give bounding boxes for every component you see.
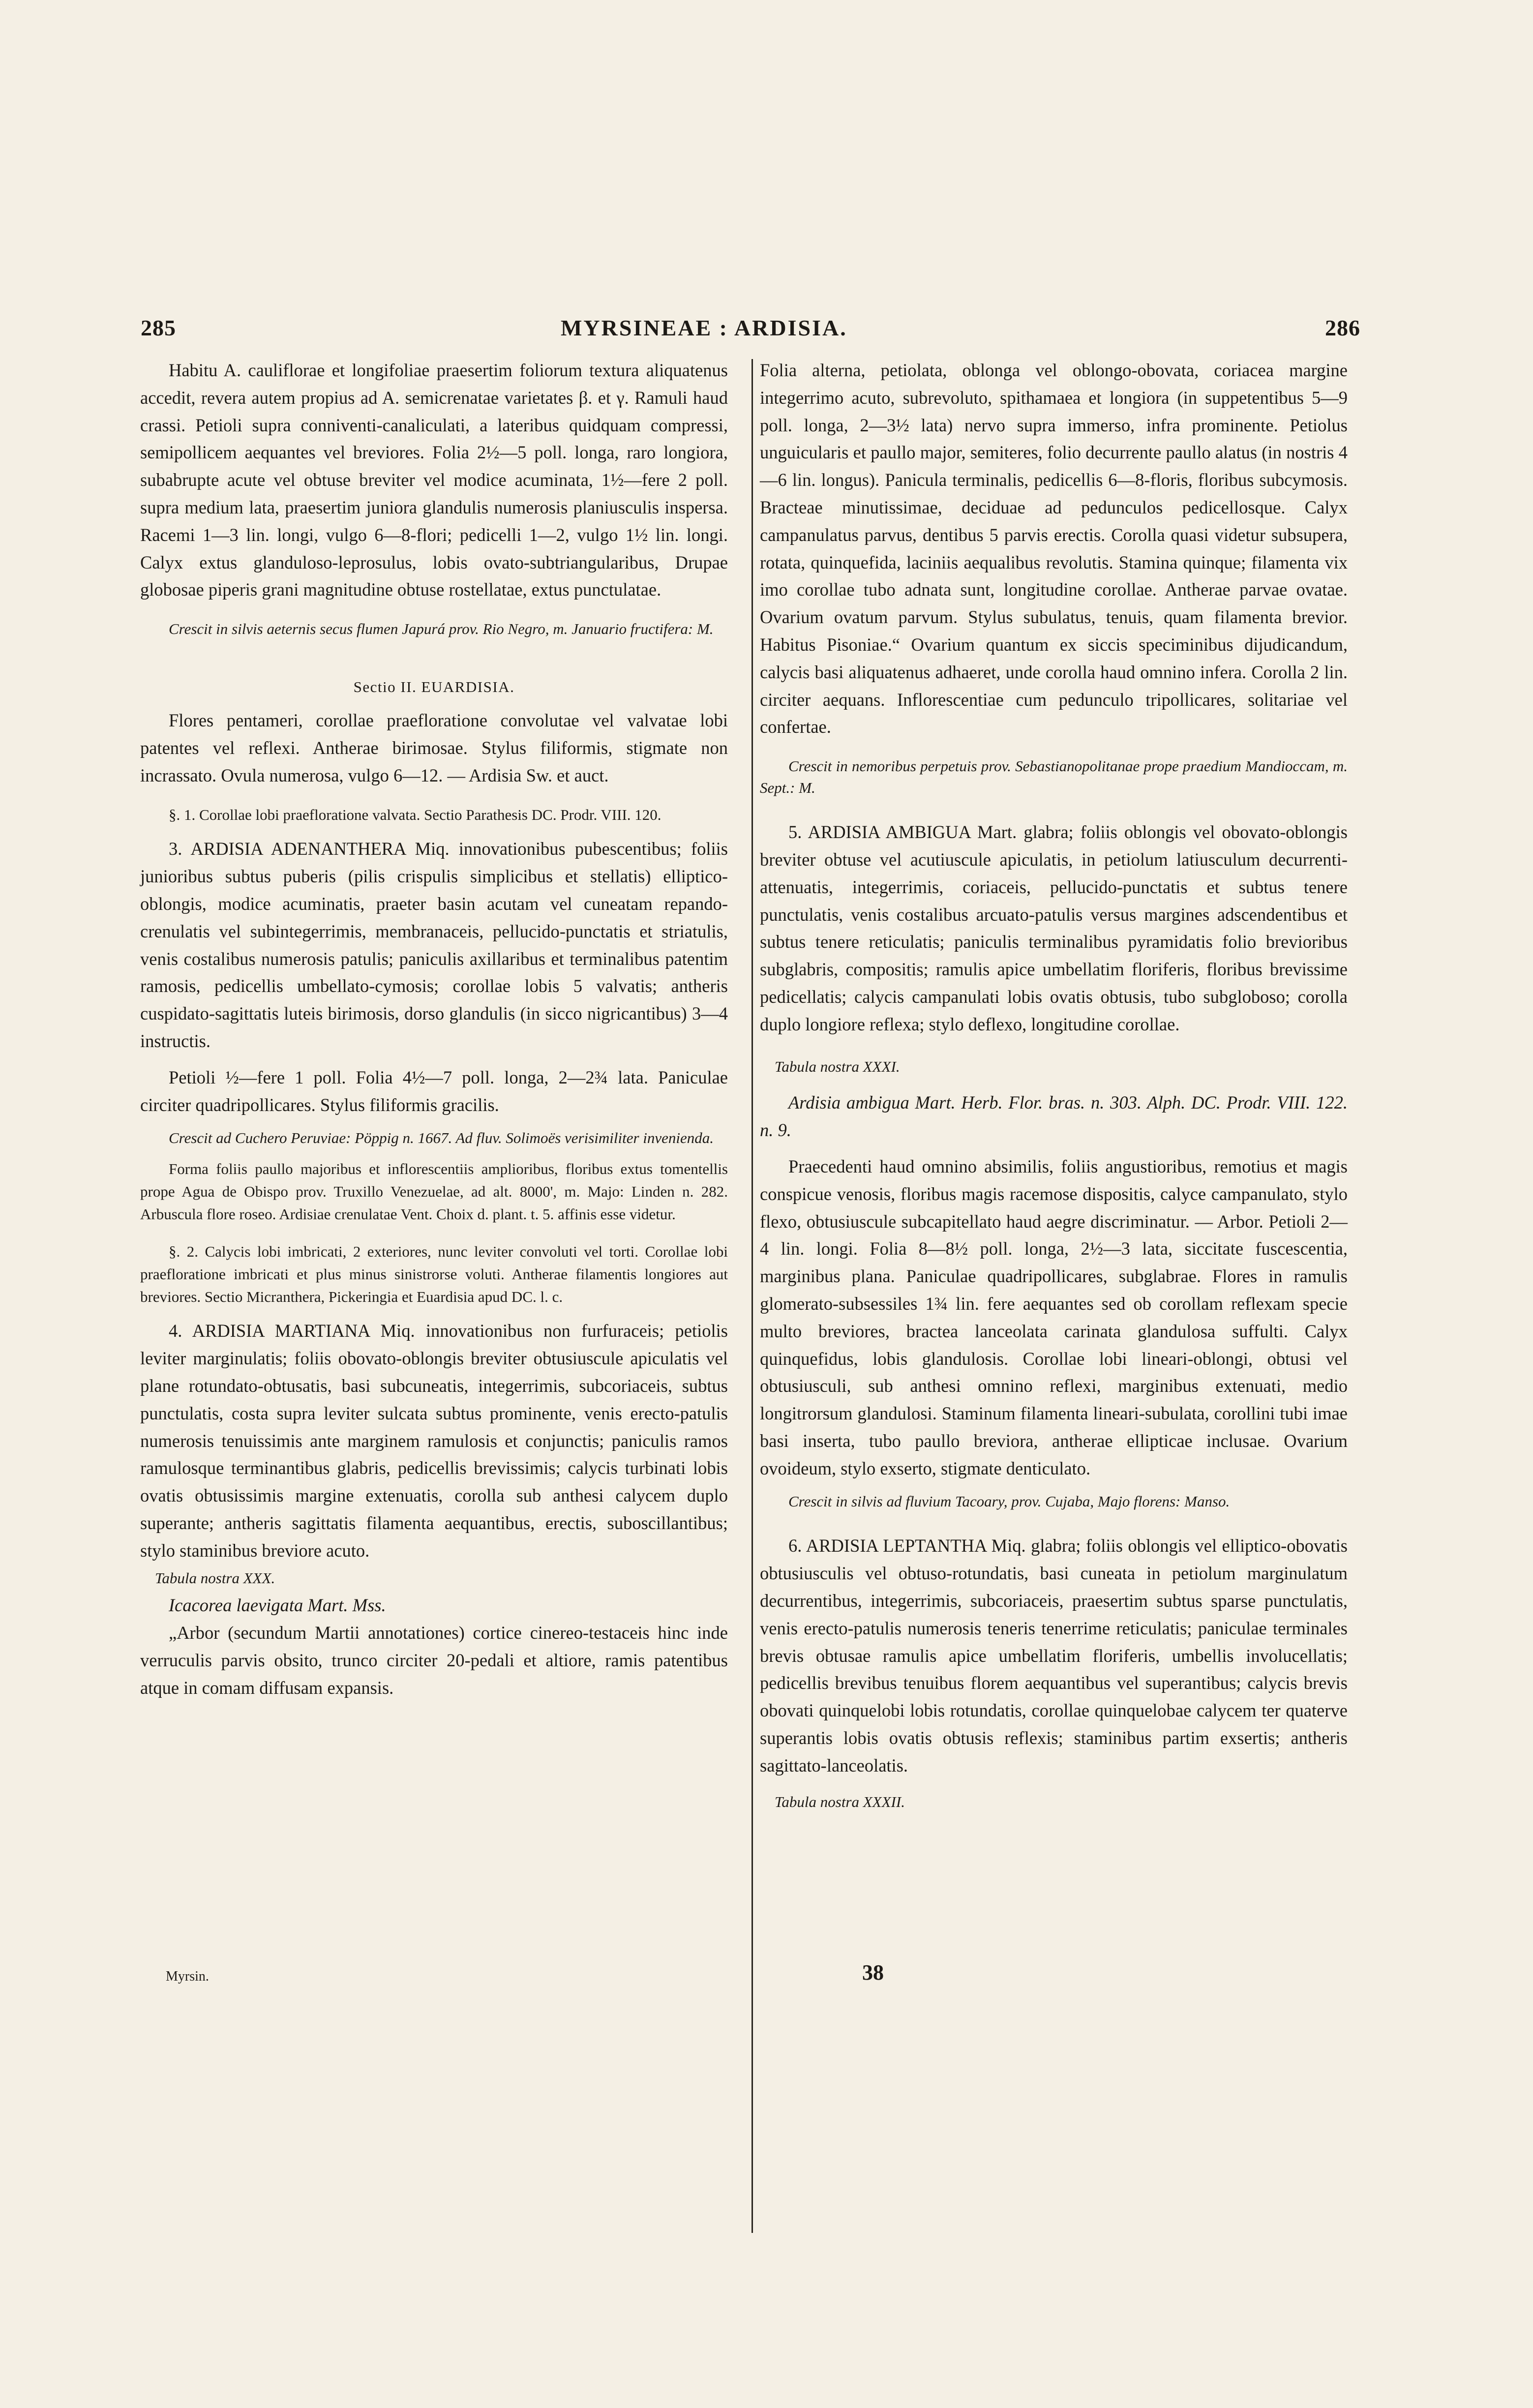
subsection-note: §. 2. Calycis lobi imbricati, 2 exteriores, nunc leviter convoluti vel torti. Corollae lobi praefloratione imbricati et plus minus sinistrorse voluti. Antherae filamentis longiores aut breviores. Sectio Micranthera, Pickeringia et Euardisia apud DC. l. c. <box>140 1243 728 1306</box>
species-5-description: Praecedenti haud omnino absimilis, foliis angustioribus, remotius et magis conspicue venosis, floribus magis racemose dispositis, calyce campanulato, stylo flexo, obtusiuscule subcapitellato haud aegre discriminatur. — Arbor. Petioli 2—4 lin. longi. Folia 8—8½ poll. longa, 2½—3 lata, siccitate fuscescentia, marginibus plana. Paniculae quadripollicares, subglabrae. Flores in ramulis glomerato-subsessiles 1¾ lin. fere aequantes sed ob corollam reflexam specie multo breviores, bractea lanceolata carinata glandulosa suffulti. Calyx quinquefidus, lobis glandulosis. Corollae lobi lineari-oblongi, obtusi vel obtusiusculi, sub anthesi omnino reflexi, marginibus extenuati, medio longitrorsum glandulosi. Staminum filamenta lineari-subulata, corollini tubi imae basi inserta, tubo paullo breviora, antherae ellipticae inclusae. Ovarium ovoideum, stylo exserto, stigmate denticulato. <box>760 1156 1348 1478</box>
locality-note: Crescit ad Cuchero Peruviae: Pöppig n. 1667. Ad fluv. Solimoës verisimiliter invenienda. <box>169 1129 714 1147</box>
section-heading: Sectio II. EUARDISIA. <box>353 678 515 696</box>
species-3-description: Petioli ½—fere 1 poll. Folia 4½—7 poll. longa, 2—2¾ lata. Paniculae circiter quadripollicares. Stylus filiformis gracilis. <box>140 1067 728 1115</box>
synonym: Ardisia ambigua Mart. Herb. Flor. bras. n. 303. Alph. DC. Prodr. VIII. 122. n. 9. <box>760 1092 1348 1141</box>
page-number-right: 286 <box>1325 315 1360 340</box>
species-3-note: Forma foliis paullo majoribus et inflorescentiis amplioribus, floribus extus tomentellis prope Agua de Obispo prov. Truxillo Venezuelae, ad alt. 8000', m. Majo: Linden n. 282. Arbuscula flore roseo. Ardisiae crenulatae Vent. Choix d. plant. t. 5. affinis esse videtur. <box>140 1160 728 1223</box>
page-number-left: 285 <box>141 315 176 340</box>
plate-reference: Tabula nostra XXXI. <box>775 1057 900 1075</box>
locality-note: Crescit in silvis ad fluvium Tacoary, prov. Cujaba, Majo florens: Manso. <box>788 1493 1230 1510</box>
species-3-diagnosis: 3. ARDISIA ADENANTHERA Miq. innovationibus pubescentibus; foliis junioribus subtus puberis (pilis crispulis simplicibus et stellatis) elliptico-oblongis, modice acuminatis, praeter basin acutam vel cuneatam repando-crenulatis vel subintegerrimis, membranaceis, pellucido-punctatis et striatulis, venis costalibus numerosis patulis; paniculis axillaribus et terminalibus patentim ramosis, pedicellis umbellato-cymosis; corollae lobis 5 valvatis; antheris cuspidato-sagittatis luteis birimosis, dorso glandulis (in sicco nigricantibus) 3—4 instructis. <box>140 839 728 1051</box>
signature-mark: 38 <box>862 1960 884 1985</box>
species-4-diagnosis: 4. ARDISIA MARTIANA Miq. innovationibus non furfuraceis; petiolis leviter marginulatis; foliis obovato-oblongis breviter obtusiuscule apiculatis vel plane rotundato-obtusatis, basi subcuneatis, integerrimis, subcoriaceis, subtus punctulatis, costa supra leviter sulcata subtus prominente, venis erecto-patulis numerosis tenuissimis ante marginem ramulosis et conjunctis; paniculis ramos ramulosque terminantibus glabris, pedicellis brevissimis; calycis turbinati lobis ovatis obtusissimis margine extenuatis, corolla sub anthesi calycem duplo superante; antheris sagittatis filamenta aequantibus, erectis, suboscillantibus; stylo staminibus breviore acuto. <box>140 1321 728 1561</box>
arbor-quote: „Arbor (secundum Martii annotationes) cortice cinereo-testaceis hinc inde verruculis parvis obsito, trunco circiter 20-pedali et altiore, ramis patentibus atque in comam diffusam expansis. <box>140 1623 728 1698</box>
running-title: MYRSINEAE : ARDISIA. <box>561 315 847 340</box>
right-column <box>760 357 1348 1815</box>
left-column <box>140 357 728 1701</box>
subsection-note: §. 1. Corollae lobi praefloratione valvata. Sectio Parathesis DC. Prodr. VIII. 120. <box>169 806 661 824</box>
footer-signature-note: Myrsin. <box>166 1969 209 1984</box>
plate-reference: Tabula nostra XXXII. <box>775 1793 905 1810</box>
section-description: Flores pentameri, corollae praefloratione convolutae vel valvatae lobi patentes vel reflexi. Antherae birimosae. Stylus filiformis, stigmate non incrassato. Ovula numerosa, vulgo 6—12. — Ardisia Sw. et auct. <box>140 710 728 785</box>
locality-note: Crescit in silvis aeternis secus flumen Japurá prov. Rio Negro, m. Januario fructifera: M. <box>169 620 714 638</box>
species-6-diagnosis: 6. ARDISIA LEPTANTHA Miq. glabra; foliis oblongis vel elliptico-obovatis obtusiusculis vel obtuso-rotundatis, basi cuneata in petiolum marginulatum decurrentibus, integerrimis, subcoriaceis, praesertim subtus sparse punctulatis, venis erecto-patulis numerosis teneris tenerrime reticulatis; paniculae terminales brevis obtusae ramulis apice umbellatim floriferis, umbellis involucellatis; pedicellis brevibus tenuibus florem aequantibus vel superantibus; calycis brevis obovati quinquelobi lobis rotundatis, corollae quinquelobae calycem ter quaterve superantis lobis ovatis obtusis reflexis; staminibus partim exsertis; antheris sagittato-lanceolatis. <box>760 1535 1348 1776</box>
species-5-diagnosis: 5. ARDISIA AMBIGUA Mart. glabra; foliis oblongis vel obovato-oblongis breviter obtuse vel acutiuscule apiculatis, in petiolum latiusculum decurrenti-attenuatis, integerrimis, coriaceis, pellucido-punctatis et subtus tenere punctulatis, venis costalibus arcuato-patulis versus margines adscendentibus et subtus tenere reticulatis; paniculis terminalibus pyramidatis folio brevioribus subglabris, compositis; ramulis apice umbellatim floriferis, floribus brevissime pedicellatis; calycis campanulati lobis ovatis obtusis, tubo subgloboso; corolla duplo longiore reflexa; stylo deflexo, longitudine corollae. <box>760 822 1348 1034</box>
folia-paragraph: Folia alterna, petiolata, oblonga vel oblongo-obovata, coriacea margine integerrimo acuto, subrevoluto, spithamaea et longiora (in suppetentibus 5—9 poll. longa, 2—3½ lata) nervo supra immerso, infra prominente. Petiolus unguicularis et paullo major, semiteres, folio decurrente paullo alatus (in nostris 4—6 lin. longus). Panicula terminalis, pedicellis 6—8-floris, floribus subcymosis. Bracteae minutissimae, deciduae ad pedunculos pedicellosque. Calyx campanulatus parvus, dentibus 5 parvis erectis. Corolla quasi videtur subsupera, rotata, quinquefida, laciniis aequalibus revolutis. Stamina quinque; filamenta vix imo corollae tubo adnata sunt, longitudine corollae. Antherae parvae ovatae. Ovarium ovatum parvum. Stylus subulatus, tenuis, quam filamenta brevior. Habitus Pisoniae.“ Ovarium quantum ex siccis speciminibus dijudicandum, calycis basi aliquatenus adhaeret, unde corolla haud omnino infera. Corolla 2 lin. circiter aequans. Inflorescentiae cum pedunculo tripollicares, solitariae vel confertae. <box>760 360 1348 737</box>
synonym: Icacorea laevigata Mart. Mss. <box>169 1595 386 1616</box>
habitus-paragraph: Habitu A. cauliflorae et longifoliae praesertim foliorum textura aliquatenus accedit, revera autem propius ad A. semicrenatae varietates β. et γ. Ramuli haud crassi. Petioli supra conniventi-canaliculati, a lateribus quidquam compressi, semipollicem aequantes vel breviores. Folia 2½—5 poll. longa, raro longiora, subabrupte acute vel obtuse breviter vel modice acuminata, 1½—fere 2 poll. supra medium lata, praesertim juniora glandulis numerosis planiusculis inspersa. Racemi 1—3 lin. longi, vulgo 6—8-flori; pedicelli 1—2, vulgo 1½ lin. longi. Calyx extus glanduloso-leprosulus, lobis ovato-subtriangularibus, Drupae globosae piperis grani magnitudine obtuse rostellatae, extus punctulatae. <box>140 360 728 600</box>
plate-reference: Tabula nostra XXX. <box>155 1569 275 1587</box>
column-divider <box>751 359 753 2233</box>
locality-note: Crescit in nemoribus perpetuis prov. Sebastianopolitanae prope praedium Mandioccam, m. Sept.: M. <box>760 757 1348 797</box>
